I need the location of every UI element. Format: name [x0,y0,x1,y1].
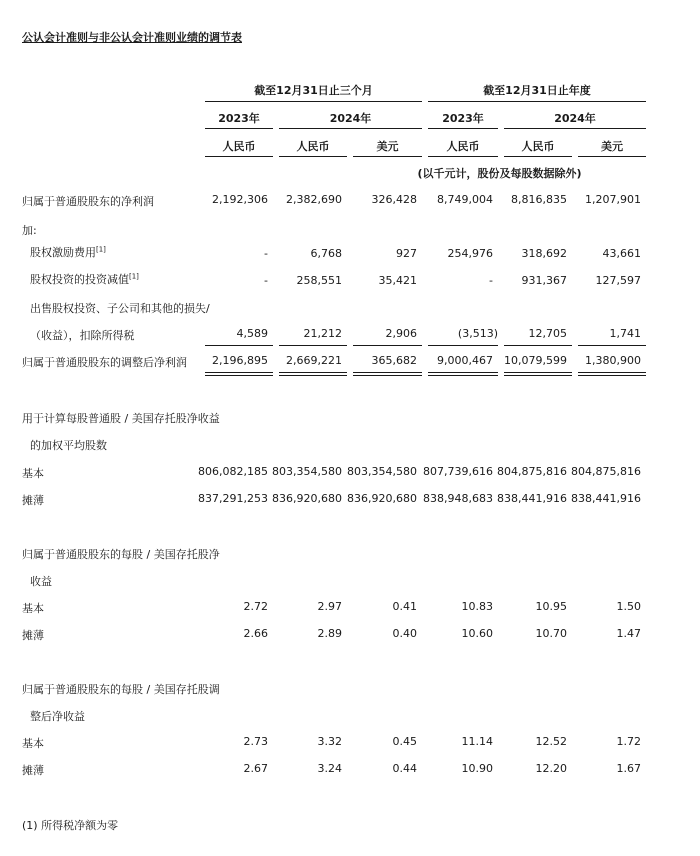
row-label-sbc: 股权激励费用[1] [30,245,106,259]
add-label: 加: [22,224,37,237]
table-cell: 804,875,816 [571,465,641,478]
table-cell: 807,739,616 [423,465,493,478]
table-cell: 9,000,467 [437,354,493,367]
year-rule [428,128,498,129]
table-cell: 1.67 [616,762,641,775]
year-rule [279,128,422,129]
table-cell: 326,428 [371,193,417,206]
row-label-adjusted-net-income: 归属于普通股股东的调整后净利润 [22,356,187,369]
total-double-rule [428,372,498,376]
table-cell: 2.89 [317,627,342,640]
year-2023-q: 2023年 [218,112,260,125]
table-cell: 4,589 [236,327,268,340]
row-label-disposal-line1: 出售股权投资、子公司和其他的损失/ [30,302,210,315]
table-cell: 10.90 [461,762,493,775]
table-cell: 2,196,895 [212,354,268,367]
table-cell: 127,597 [595,274,641,287]
table-cell: 2,192,306 [212,193,268,206]
currency-rule [428,156,498,157]
table-cell: 2.73 [243,735,268,748]
table-cell: 10.83 [461,600,493,613]
subtotal-rule [428,345,498,346]
table-cell: - [489,274,493,287]
table-cell: 0.45 [392,735,417,748]
year-2024-y: 2024年 [554,112,596,125]
header-three-months: 截至12月31日止三个月 [254,84,373,97]
table-cell: 1,207,901 [585,193,641,206]
table-cell: 258,551 [296,274,342,287]
currency-header: 人民币 [521,140,555,153]
currency-header: 人民币 [446,140,480,153]
table-cell: 837,291,253 [198,492,268,505]
table-cell: 0.44 [392,762,417,775]
table-cell: 12.52 [535,735,567,748]
currency-header: 美元 [601,140,623,153]
table-cell: 318,692 [521,247,567,260]
table-cell: 803,354,580 [272,465,342,478]
unit-note: (以千元计，股份及每股数据除外) [417,167,582,180]
section-label-adj-eps-line2: 整后净收益 [30,710,85,723]
section-label-shares-line2: 的加权平均股数 [30,439,107,452]
table-cell: 3.24 [317,762,342,775]
table-cell: 10.60 [461,627,493,640]
table-cell: 365,682 [371,354,417,367]
total-double-rule [205,372,273,376]
row-label-net-income: 归属于普通股股东的净利润 [22,195,154,208]
currency-rule [279,156,347,157]
group1-rule [205,101,422,102]
table-cell: (3,513) [457,327,498,340]
table-cell: 1,380,900 [585,354,641,367]
table-cell: 254,976 [447,247,493,260]
currency-header: 人民币 [296,140,330,153]
total-double-rule [504,372,572,376]
subtotal-rule [205,345,273,346]
table-cell: 0.40 [392,627,417,640]
currency-header: 人民币 [222,140,256,153]
table-cell: 1.72 [616,735,641,748]
footnote: (1) 所得税净额为零 [22,819,119,832]
row-label-disposal-line2: （收益），扣除所得税 [30,329,135,342]
table-cell: 6,768 [310,247,342,260]
table-cell: 806,082,185 [198,465,268,478]
year-2023-y: 2023年 [442,112,484,125]
table-cell: 838,948,683 [423,492,493,505]
row-label-diluted: 摊薄 [22,494,44,507]
table-cell: 838,441,916 [571,492,641,505]
table-cell: 21,212 [303,327,342,340]
table-cell: 2.97 [317,600,342,613]
total-double-rule [279,372,347,376]
currency-rule [205,156,273,157]
table-cell: 2.72 [243,600,268,613]
subtotal-rule [353,345,422,346]
table-cell: 43,661 [602,247,641,260]
section-label-eps-line2: 收益 [30,575,52,588]
currency-header: 美元 [376,140,399,153]
table-cell: 0.41 [392,600,417,613]
table-cell: - [264,274,268,287]
table-cell: 2,669,221 [286,354,342,367]
table-cell: 35,421 [378,274,417,287]
row-label-basic: 基本 [22,467,44,480]
section-label-eps-line1: 归属于普通股股东的每股 / 美国存托股净 [22,548,220,561]
currency-rule [504,156,572,157]
currency-rule [353,156,422,157]
table-cell: 8,749,004 [437,193,493,206]
subtotal-rule [578,345,646,346]
table-cell: 8,816,835 [511,193,567,206]
table-cell: 12,705 [528,327,567,340]
table-cell: 10.70 [535,627,567,640]
header-year-ended: 截至12月31日止年度 [483,84,591,97]
row-label-diluted: 摊薄 [22,764,44,777]
table-cell: 1.50 [616,600,641,613]
total-double-rule [353,372,422,376]
table-cell: 11.14 [461,735,493,748]
year-rule [504,128,646,129]
table-cell: 10,079,599 [504,354,567,367]
table-cell: 10.95 [535,600,567,613]
table-cell: 836,920,680 [347,492,417,505]
row-label-diluted: 摊薄 [22,629,44,642]
group2-rule [428,101,646,102]
year-rule [205,128,273,129]
table-cell: 2,382,690 [286,193,342,206]
table-cell: 804,875,816 [497,465,567,478]
table-cell: 2,906 [385,327,417,340]
row-label-impairment: 股权投资的投资减值[1] [30,272,139,286]
table-cell: 1.47 [616,627,641,640]
table-cell: 1,741 [609,327,641,340]
table-cell: 2.66 [243,627,268,640]
table-cell: 838,441,916 [497,492,567,505]
table-cell: 803,354,580 [347,465,417,478]
currency-rule [578,156,646,157]
table-cell: 12.20 [535,762,567,775]
table-cell: 836,920,680 [272,492,342,505]
table-cell: 927 [396,247,417,260]
total-double-rule [578,372,646,376]
row-label-basic: 基本 [22,602,44,615]
section-label-adj-eps-line1: 归属于普通股股东的每股 / 美国存托股调 [22,683,220,696]
table-cell: - [264,247,268,260]
table-cell: 931,367 [521,274,567,287]
subtotal-rule [504,345,572,346]
page-title: 公认会计准则与非公认会计准则业绩的调节表 [22,31,242,44]
row-label-basic: 基本 [22,737,44,750]
section-label-shares-line1: 用于计算每股普通股 / 美国存托股净收益 [22,412,220,425]
table-cell: 2.67 [243,762,268,775]
year-2024-q: 2024年 [329,112,372,125]
subtotal-rule [279,345,347,346]
table-cell: 3.32 [317,735,342,748]
